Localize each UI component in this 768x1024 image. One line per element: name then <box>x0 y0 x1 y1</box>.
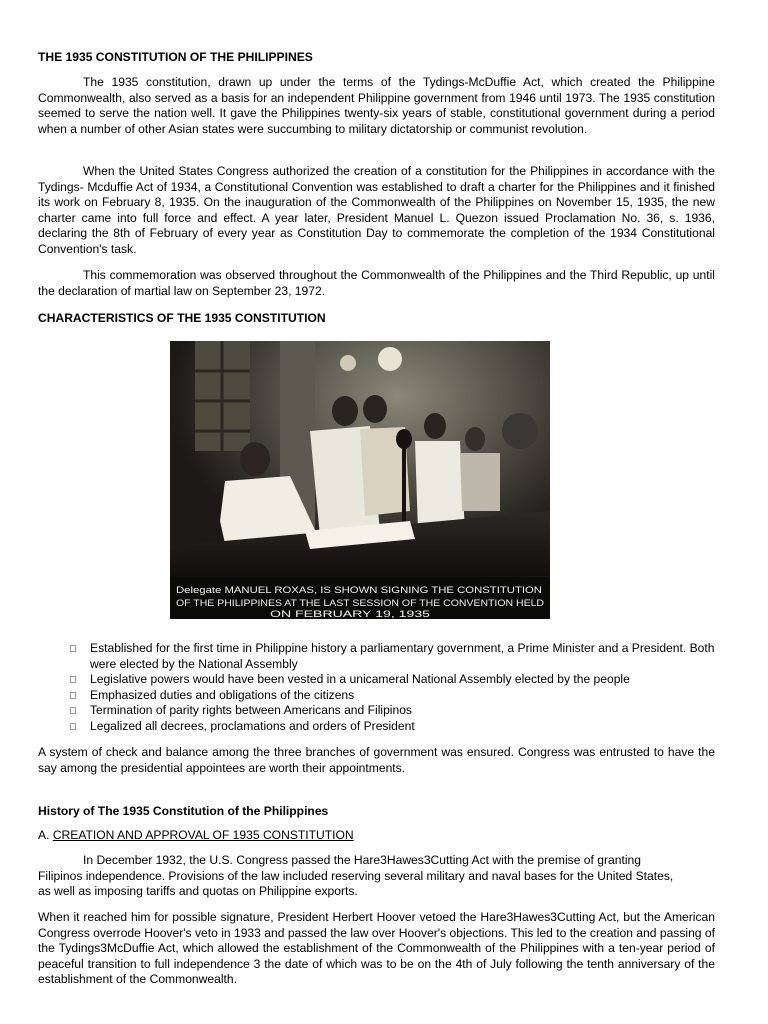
intro-paragraph-1: The 1935 constitution, drawn up under the terms of the Tydings-McDuffie Act, which created the Philippine Commonwealth, also served as a basis for an independent Philippine government from 1946 until 1973. The 1935 constitution seemed to serve the nation well. It gave the Philippines twenty-six years of stable, constitutional government during a period when a number of other Asian states were succumbing to military dictatorship or communist revolution. <box>38 75 715 136</box>
list-item <box>70 672 715 688</box>
list-item-text: Emphasized duties and obligations of the citizens <box>90 687 355 702</box>
bullet-box-icon <box>70 723 76 730</box>
photo-caption-line-1: Delegate MANUEL ROXAS, IS SHOWN SIGNING THE CONSTITUTION <box>176 585 543 596</box>
list-item <box>70 641 715 672</box>
history-paragraph-1: In December 1932, the U.S. Congress passed the Hare3Hawes3Cutting Act with the premise of granting Filipinos independence. Provisions of the law included reserving several military and naval bases for the United States, as well as imposing tariffs and quotas on Philippine exports. <box>38 853 674 899</box>
history-heading: History of The 1935 Constitution of the Philippines <box>38 804 329 818</box>
photo-caption-line-3: ON FEBRUARY 19, 1935 <box>270 609 430 619</box>
list-item <box>70 688 715 704</box>
bullet-box-icon <box>70 676 76 683</box>
characteristics-list <box>70 641 715 735</box>
characteristics-heading: CHARACTERISTICS OF THE 1935 CONSTITUTION <box>38 311 326 325</box>
list-item-text: Legislative powers would have been vested in a unicameral National Assembly elected by the people <box>90 672 630 687</box>
section-a-title: CREATION AND APPROVAL OF 1935 CONSTITUTION <box>52 828 354 842</box>
list-item <box>70 719 715 735</box>
photo-caption-line-2: OF THE PHILIPPINES AT THE LAST SESSION OF THE CONVENTION HELD <box>176 598 545 609</box>
bullet-box-icon <box>70 707 76 714</box>
document-title: THE 1935 CONSTITUTION OF THE PHILIPPINES <box>38 50 313 64</box>
intro-paragraph-2: When the United States Congress authorized the creation of a constitution for the Philippines in accordance with the Tydings- Mcduffie Act of 1934, a Constitutional Convention was established to draft a charter for the Philippines and it finished its work on February 8, 1935. On the inauguration of the Commonwealth of the Philippines on November 15, 1935, the new charter came into full force and effect. A year later, President Manuel L. Quezon issued Proclamation No. 36, s. 1936, declaring the 8th of February of every year as Constitution Day to commemorate the completion of the 1934 Constitutional Convention's task. <box>38 164 715 256</box>
checks-balance-paragraph: A system of check and balance among the three branches of government was ensured. Congress was entrusted to have the say among the presidential appointees are worth their appointments. <box>38 745 715 775</box>
list-item-text: Established for the first time in Philippine history a parliamentary government, a Prime Minister and a President. Both were elected by the National Assembly <box>90 641 715 671</box>
bullet-box-icon <box>70 645 76 652</box>
list-item-text: Termination of parity rights between Americans and Filipinos <box>90 703 412 718</box>
list-item <box>70 703 715 719</box>
history-paragraph-2: When it reached him for possible signature, President Herbert Hoover vetoed the Hare3Hawes3Cutting Act, but the American Congress overrode Hoover's veto in 1933 and passed the law over Hoover's objections. This led to the creation and passing of the Tydings3McDuffie Act, which allowed the establishment of the Commonwealth of the Philippines with a ten-year period of peaceful transition to full independence 3 the date of which was to be on the 4th of July following the tenth anniversary of the establishment of the Commonwealth. <box>38 910 715 987</box>
intro-paragraph-3: This commemoration was observed throughout the Commonwealth of the Philippines and the Third Republic, up until the declaration of martial law on September 23, 1972. <box>38 268 715 298</box>
list-item-text: Legalized all decrees, proclamations and orders of President <box>90 718 415 733</box>
historical-photo <box>170 341 550 619</box>
section-a-heading <box>38 828 354 844</box>
bullet-box-icon <box>70 692 76 699</box>
section-a-prefix: A. <box>38 828 50 842</box>
